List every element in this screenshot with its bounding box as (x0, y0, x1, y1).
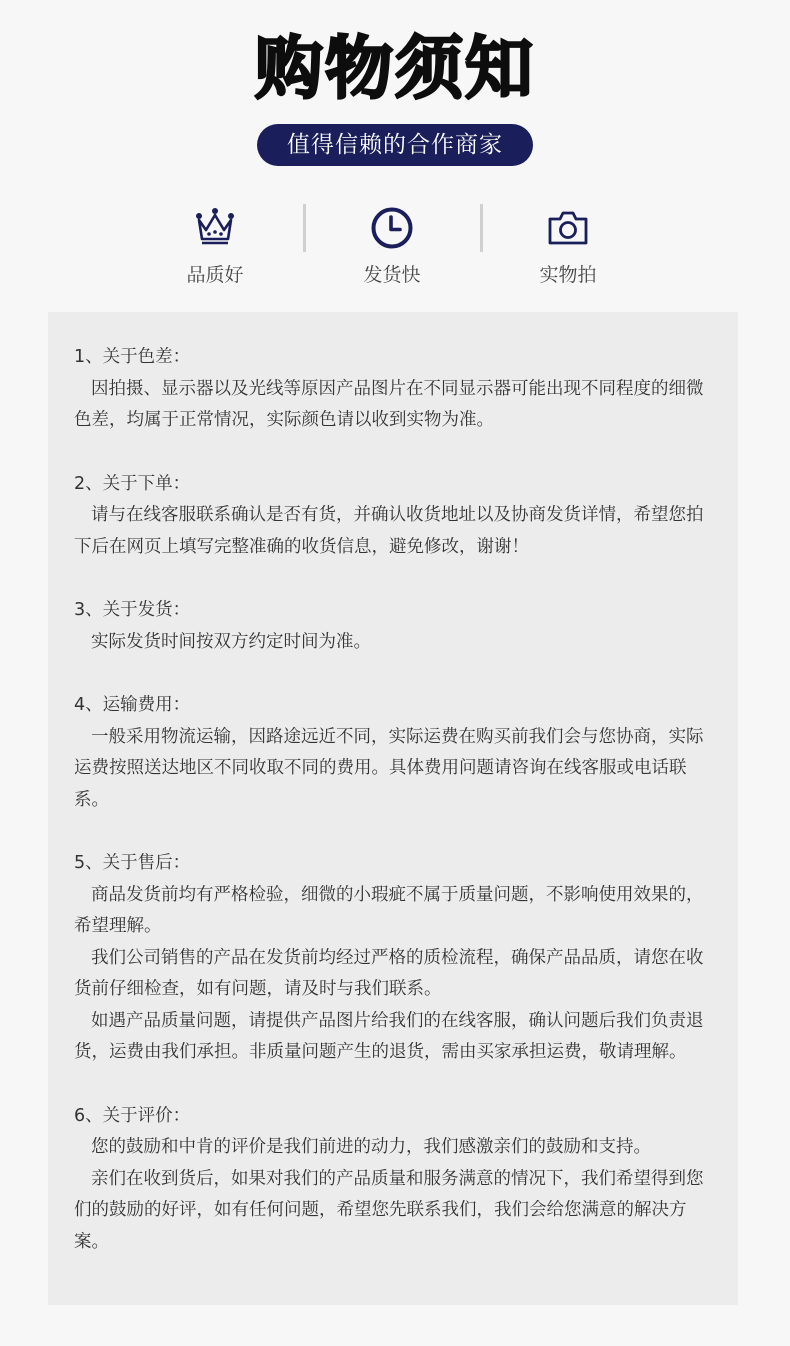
section-paragraph: 商品发货前均有严格检验，细微的小瑕疵不属于质量问题，不影响使用效果的，希望理解。 (74, 884, 704, 936)
feature-divider (480, 204, 483, 252)
crown-icon (193, 206, 237, 250)
section-paragraph: 亲们在收到货后，如果对我们的产品质量和服务满意的情况下，我们希望得到您们的鼓励的好评，如有任何问题，希望您先联系我们，我们会给您满意的解决方案。 (74, 1168, 704, 1252)
subtitle-badge: 值得信赖的合作商家 (257, 124, 533, 166)
section-ordering (74, 469, 714, 564)
section-paragraph: 我们公司销售的产品在发货前均经过严格的质检流程，确保产品品质，请您在收货前仔细检查，如有问题，请及时与我们联系。 (74, 947, 704, 999)
notice-panel (48, 312, 738, 1305)
feature-quality (155, 202, 275, 292)
camera-icon (546, 206, 590, 250)
section-heading: 5、关于售后： (74, 853, 191, 873)
section-paragraph: 因拍摄、显示器以及光线等原因产品图片在不同显示器可能出现不同程度的细微色差，均属于正常情况，实际颜色请以收到实物为准。 (74, 378, 704, 430)
clock-icon (370, 206, 414, 250)
section-shipping (74, 595, 714, 658)
feature-label: 实物拍 (539, 264, 597, 286)
section-heading: 4、运输费用： (74, 695, 191, 715)
feature-label: 发货快 (363, 264, 421, 286)
section-heading: 3、关于发货： (74, 600, 191, 620)
feature-label: 品质好 (186, 264, 244, 286)
section-color-difference (74, 342, 714, 437)
notice-content (74, 342, 714, 1290)
section-reviews (74, 1101, 714, 1259)
section-freight (74, 690, 714, 816)
section-heading: 6、关于评价： (74, 1105, 191, 1126)
page-title: 购物须知 (254, 30, 535, 109)
feature-fast-shipping (332, 202, 452, 292)
section-paragraph: 如遇产品质量问题，请提供产品图片给我们的在线客服，确认问题后我们负责退货，运费由我们承担。非质量问题产生的退货，需由买家承担运费，敬请理解。 (74, 1010, 704, 1062)
section-paragraph: 请与在线客服联系确认是否有货，并确认收货地址以及协商发货详情，希望您拍下后在网页上填写完整准确的收货信息，避免修改，谢谢！ (74, 505, 704, 557)
section-heading: 1、关于色差： (74, 347, 191, 367)
section-after-sales (74, 848, 714, 1069)
feature-real-photo (508, 202, 628, 292)
section-heading: 2、关于下单： (74, 473, 191, 494)
section-paragraph: 实际发货时间按双方约定时间为准。 (91, 631, 371, 652)
section-paragraph: 您的鼓励和中肯的评价是我们前进的动力，我们感激亲们的鼓励和支持。 (91, 1137, 651, 1157)
section-paragraph: 一般采用物流运输，因路途远近不同，实际运费在购买前我们会与您协商，实际运费按照送达地区不同收取不同的费用。具体费用问题请咨询在线客服或电话联系。 (74, 726, 704, 810)
feature-row (0, 202, 790, 292)
feature-divider (303, 204, 306, 252)
